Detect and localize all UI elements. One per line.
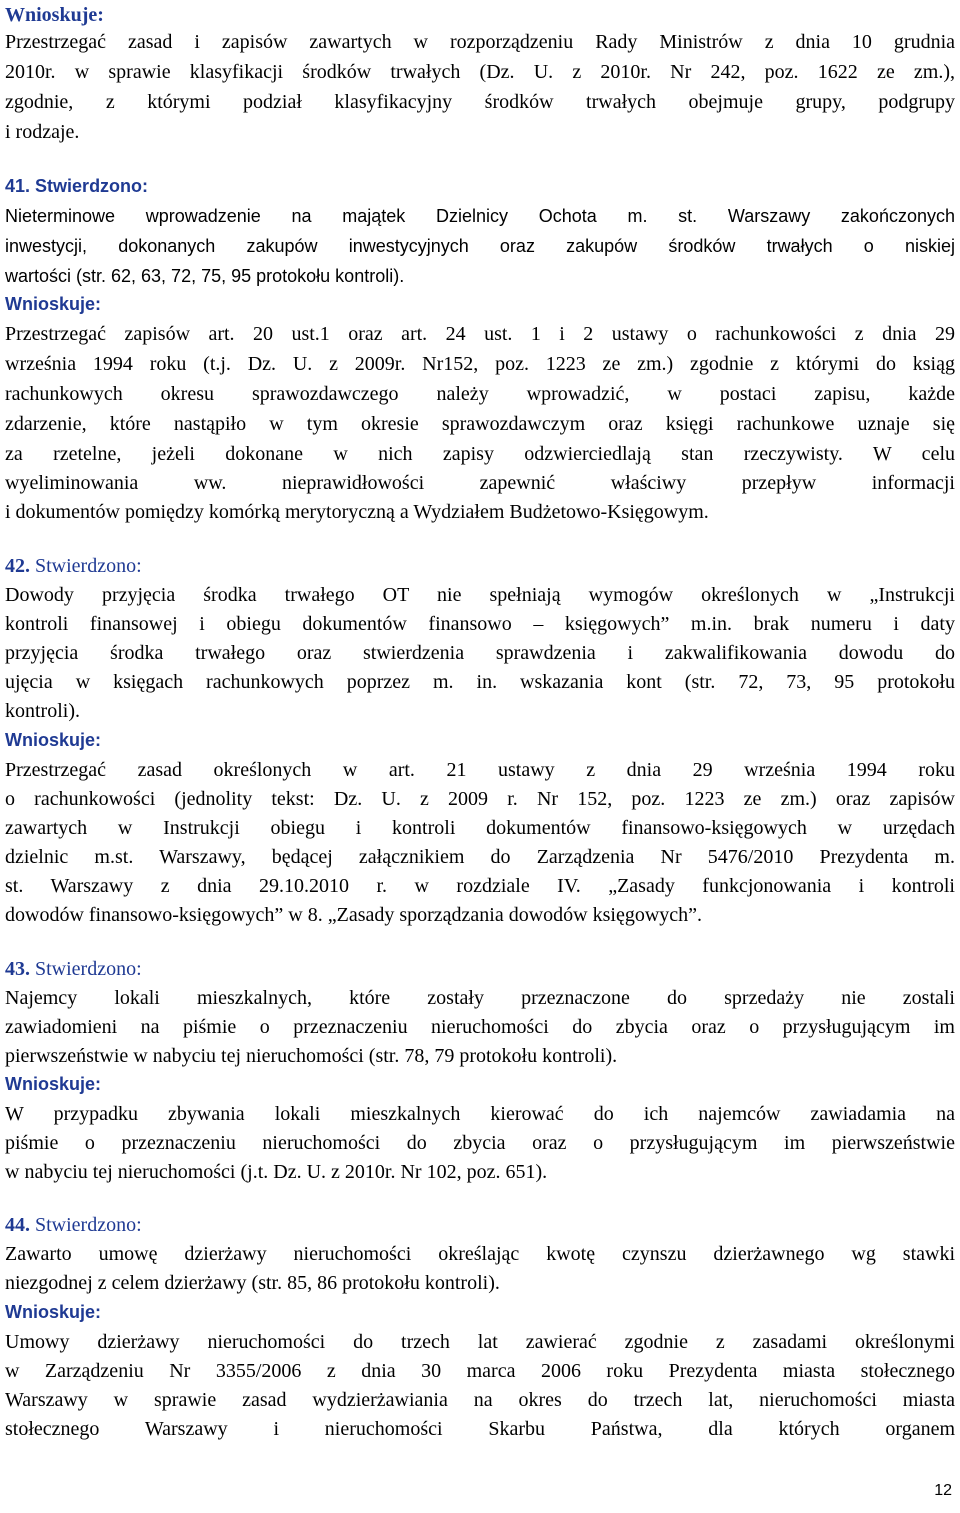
paragraph-line: Przestrzegać zapisów art. 20 ust.1 oraz art. 24 ust. 1 i 2 ustawy o rachunkowości z dnia 29 xyxy=(5,323,955,345)
paragraph-line: Dowody przyjęcia środka trwałego OT nie spełniają wymogów określonych w „Instrukcji xyxy=(5,584,955,606)
recommend-heading: Wnioskuje: xyxy=(5,1074,102,1094)
paragraph-line: stołecznego Warszawy i nieruchomości Skarbu Państwa, dla których organem xyxy=(5,1418,955,1440)
paragraph-line: wartości (str. 62, 63, 72, 75, 95 protokołu kontroli). xyxy=(5,266,405,286)
paragraph-line: Warszawy w sprawie zasad wydzierżawiania na okres do trzech lat, nieruchomości miasta xyxy=(5,1389,955,1411)
paragraph-line: rachunkowych okresu sprawozdawczego należy wprowadzić, w postaci zapisu, każde xyxy=(5,383,955,405)
paragraph-line: zdarzenie, które nastąpiło w tym okresie sprawozdawczym oraz księgi rachunkowe uznaje się xyxy=(5,413,955,435)
paragraph-line: kontroli finansowej i obiegu dokumentów finansowo – księgowych” m.in. brak numeru i daty xyxy=(5,613,955,635)
finding-label: Stwierdzono: xyxy=(35,958,142,980)
paragraph-line: Zawarto umowę dzierżawy nieruchomości określając kwotę czynszu dzierżawnego wg stawki xyxy=(5,1243,955,1265)
paragraph-line: zawiadomieni na piśmie o przeznaczeniu nieruchomości do zbycia oraz o przysługującym im xyxy=(5,1016,955,1038)
page-number: 12 xyxy=(934,1482,952,1499)
paragraph-line: dowodów finansowo-księgowych” w 8. „Zasady sporządzania dowodów księgowych”. xyxy=(5,904,703,926)
paragraph-line: inwestycji, dokonanych zakupów inwestycyjnych oraz zakupów środków trwałych o niskiej xyxy=(5,236,955,256)
finding-number: 42. xyxy=(5,555,30,577)
paragraph-line: o rachunkowości (jednolity tekst: Dz. U. z 2009 r. Nr 152, poz. 1223 ze zm.) oraz zapisów xyxy=(5,788,955,810)
paragraph-line: Najemcy lokali mieszkalnych, które zostały przeznaczone do sprzedaży nie zostali xyxy=(5,987,955,1009)
finding-label: Stwierdzono: xyxy=(35,555,142,577)
paragraph-line: pierwszeństwie w nabyciu tej nieruchomości (str. 78, 79 protokołu kontroli). xyxy=(5,1045,618,1067)
paragraph-line: niezgodnej z celem dzierżawy (str. 85, 86 protokołu kontroli). xyxy=(5,1272,500,1294)
recommend-heading: Wnioskuje: xyxy=(5,4,104,26)
paragraph-line: w nabyciu tej nieruchomości (j.t. Dz. U. z 2010r. Nr 102, poz. 651). xyxy=(5,1161,548,1183)
paragraph-line: Umowy dzierżawy nieruchomości do trzech lat zawierać zgodnie z zasadami określonymi xyxy=(5,1331,955,1353)
finding-heading-43 xyxy=(5,954,955,984)
finding-number: 41. xyxy=(5,176,31,196)
finding-label: Stwierdzono: xyxy=(35,176,149,196)
finding-number: 43. xyxy=(5,958,30,980)
paragraph-line: przyjęcia środka trwałego oraz stwierdzenia sprawdzenia i zakwalifikowania dowodu do xyxy=(5,642,955,664)
paragraph-line: Przestrzegać zasad określonych w art. 21 ustawy z dnia 29 września 1994 roku xyxy=(5,759,955,781)
paragraph-line: zawartych w Instrukcji obiegu i kontroli dokumentów finansowo-księgowych w urzędach xyxy=(5,817,955,839)
recommend-heading: Wnioskuje: xyxy=(5,294,102,314)
finding-heading-41 xyxy=(5,171,955,201)
recommend-heading: Wnioskuje: xyxy=(5,730,102,750)
paragraph-line: w Zarządzeniu Nr 3355/2006 z dnia 30 marca 2006 roku Prezydenta miasta stołecznego xyxy=(5,1360,955,1382)
paragraph-line: Przestrzegać zasad i zapisów zawartych w rozporządzeniu Rady Ministrów z dnia 10 grudnia xyxy=(5,31,955,53)
finding-label: Stwierdzono: xyxy=(35,1214,142,1236)
paragraph-line: ujęcia w księgach rachunkowych poprzez m. in. wskazania kont (str. 72, 73, 95 protokołu xyxy=(5,671,955,693)
paragraph-line: W przypadku zbywania lokali mieszkalnych kierować do ich najemców zawiadamia na xyxy=(5,1103,955,1125)
finding-number: 44. xyxy=(5,1214,30,1236)
paragraph-line: 2010r. w sprawie klasyfikacji środków trwałych (Dz. U. z 2010r. Nr 242, poz. 1622 ze zm.), xyxy=(5,61,955,83)
paragraph-line: zgodnie, z którymi podział klasyfikacyjny środków trwałych obejmuje grupy, podgrupy xyxy=(5,91,955,113)
paragraph-line: za rzetelne, jeżeli dokonane w nich zapisy odzwierciedlają stan rzeczywisty. W celu xyxy=(5,443,955,465)
recommend-heading: Wnioskuje: xyxy=(5,1302,102,1322)
paragraph-line: i dokumentów pomiędzy komórką merytoryczną a Wydziałem Budżetowo-Księgowym. xyxy=(5,501,709,523)
paragraph-line: wyeliminowania ww. nieprawidłowości zapewnić właściwy przepływ informacji xyxy=(5,472,955,494)
finding-heading-44 xyxy=(5,1210,955,1240)
paragraph-line: Nieterminowe wprowadzenie na majątek Dzielnicy Ochota m. st. Warszawy zakończonych xyxy=(5,206,955,226)
paragraph-line: kontroli). xyxy=(5,700,80,722)
finding-heading-42 xyxy=(5,551,955,581)
paragraph-line: piśmie o przeznaczeniu nieruchomości do zbycia oraz o przysługującym im pierwszeństwie xyxy=(5,1132,955,1154)
paragraph-line: st. Warszawy z dnia 29.10.2010 r. w rozdziale IV. „Zasady funkcjonowania i kontroli xyxy=(5,875,955,897)
paragraph-line: dzielnic m.st. Warszawy, będącej załącznikiem do Zarządzenia Nr 5476/2010 Prezydenta m. xyxy=(5,846,955,868)
paragraph-line: września 1994 roku (t.j. Dz. U. z 2009r. Nr152, poz. 1223 ze zm.) zgodnie z którymi do ksiąg xyxy=(5,353,955,375)
paragraph-line: i rodzaje. xyxy=(5,121,80,143)
